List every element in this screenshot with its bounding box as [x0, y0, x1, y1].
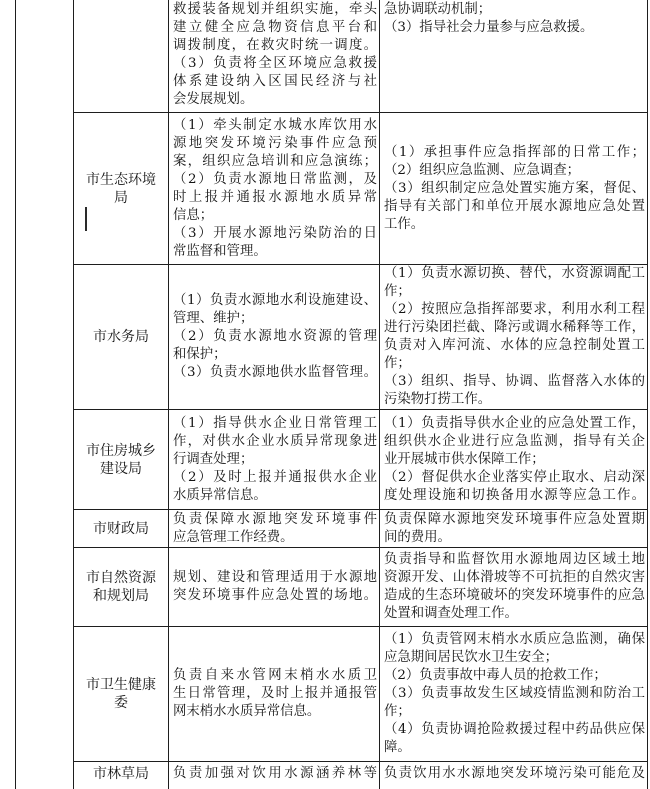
text-line: 负责保障水源地突发环境事件	[173, 511, 377, 527]
text-line: 和保护；	[173, 347, 227, 362]
department-name: 市卫生健康委	[86, 677, 156, 711]
duty-item	[173, 569, 377, 605]
text-line: 障。	[384, 740, 411, 755]
text-line: 负责对入库河流、水体的应急控制处置工	[384, 338, 645, 353]
text-line: 污染物打捞工作。	[384, 392, 492, 407]
text-line: 体系建设纳入区国民经济与社	[173, 74, 377, 89]
department-cell	[74, 410, 169, 509]
text-line: 作；	[384, 704, 411, 719]
responsibility-table	[74, 0, 648, 789]
duty-item	[173, 364, 377, 382]
text-line: （1）指导供水企业日常管理工	[173, 415, 377, 431]
duty-item	[173, 511, 377, 547]
text-line: （1）牵头制定水城水库饮用水	[173, 117, 377, 133]
text-line: 负责自来水管网末梢水水质卫	[173, 668, 377, 683]
duty-item	[384, 685, 645, 721]
duty-item	[173, 415, 377, 469]
text-line: 源地突发环境污染事件应急预	[173, 135, 377, 151]
text-line: 调拨制度，在救灾时统一调度。	[173, 38, 377, 53]
text-line: 度处理设施和切换备用水源等应急工作。	[384, 487, 645, 503]
text-line: 业开展城市供水保障工作；	[384, 451, 545, 467]
emergency-duty-cell	[380, 0, 648, 112]
daily-duty-cell	[169, 510, 380, 547]
text-line: 救援装备规划并组织实施，牵头	[173, 2, 377, 17]
duty-item	[173, 667, 377, 721]
text-line: 造成的生态环境破坏的突发环境事件的应急	[384, 588, 645, 603]
daily-duty-cell	[169, 548, 380, 626]
emergency-duty-cell	[380, 265, 648, 409]
table-row	[74, 0, 648, 113]
duty-item	[173, 469, 377, 505]
text-line: （2）及时上报并通报供水企业	[173, 469, 377, 485]
text-line: 应急管理工作经费。	[173, 529, 294, 545]
department-cell	[74, 510, 169, 547]
text-line: （3）负责水源地供水监督管理。	[173, 365, 377, 380]
text-line: 突发环境事件应急处置的场地。	[173, 588, 377, 603]
text-line: （1）负责水源地水利设施建设、	[173, 293, 377, 308]
text-line: （1）负责水源切换、替代，水资源调配工	[384, 266, 645, 281]
duty-item	[384, 721, 645, 757]
table-row	[74, 510, 648, 548]
department-cell	[74, 548, 169, 626]
text-line: （3）负责将全区环境应急救援	[173, 56, 377, 71]
text-line: 网末梢水水质异常信息。	[173, 704, 321, 719]
department-cell	[74, 762, 169, 789]
duty-item	[384, 631, 645, 667]
text-line: 处置和调查处理工作。	[384, 606, 518, 621]
text-line: 作；	[384, 356, 411, 371]
duty-item	[384, 667, 645, 685]
text-line: 作，对供水企业水质异常现象进	[173, 433, 377, 449]
text-line: （3）开展水源地污染防治的日	[173, 225, 377, 241]
text-line: （4）负责协调抢险救援过程中药品供应保	[384, 722, 645, 737]
table-row	[74, 410, 648, 510]
duty-item	[384, 265, 645, 301]
text-line: 应急期间居民饮水卫生安全；	[384, 650, 559, 665]
text-line: 工作。	[384, 216, 425, 232]
department-name: 市生态环境局	[86, 171, 156, 206]
duty-item	[384, 301, 645, 373]
table-row	[74, 113, 648, 265]
text-line: 负责保障水源地突发环境事件应急处置期	[384, 511, 645, 527]
text-line: （2）负责事故中毒人员的抢救工作；	[384, 668, 607, 683]
table-row	[74, 548, 648, 627]
emergency-duty-cell	[380, 627, 648, 761]
duty-item	[384, 162, 645, 180]
duty-item	[173, 225, 377, 261]
text-line: 负责加强对饮用水源涵养林等	[173, 766, 377, 781]
duty-item	[173, 55, 377, 109]
blank-column	[15, 0, 74, 789]
daily-duty-cell	[169, 265, 380, 409]
daily-duty-cell	[169, 762, 380, 789]
text-line: （2）组织应急监测、应急调查；	[384, 162, 580, 178]
text-line: 常监督和管理。	[173, 243, 267, 259]
emergency-duty-cell	[380, 113, 648, 264]
duty-item	[384, 469, 645, 505]
duty-item	[384, 765, 645, 783]
table-row	[74, 265, 648, 410]
daily-duty-cell	[169, 627, 380, 761]
text-line: 管理、维护；	[173, 311, 254, 326]
duty-item	[173, 292, 377, 328]
text-line: 进行污染团拦截、降污或调水稀释等工作，	[384, 320, 645, 335]
text-line: 间的费用。	[384, 529, 451, 545]
text-line: 信息；	[173, 207, 214, 223]
duty-item	[384, 551, 645, 623]
emergency-duty-cell	[380, 762, 648, 789]
department-name: 市住房城乡建设局	[86, 442, 156, 477]
table-row	[74, 627, 648, 762]
text-line: 负责指导和监督饮用水源地周边区域土地	[384, 552, 645, 567]
text-line: （3）负责事故发生区域疫情监测和防治工	[384, 686, 645, 701]
department-cell	[74, 0, 169, 112]
text-line: （1）负责指导供水企业的应急处置工作，	[384, 415, 645, 431]
duty-item	[173, 328, 377, 364]
text-line: 组织供水企业进行应急监测，指导有关企	[384, 433, 645, 449]
emergency-duty-cell	[380, 548, 648, 626]
text-line: （1）承担事件应急指挥部的日常工作；	[384, 144, 645, 160]
text-line: 生日常管理，及时上报并通报管	[173, 686, 377, 701]
text-cursor-mark	[85, 207, 87, 231]
text-line: （3）组织、指导、协调、监督落入水体的	[384, 374, 645, 389]
text-line: （2）负责水源地日常监测，及	[173, 171, 377, 187]
text-line: 指导有关部门和单位开展水源地应急处置	[384, 198, 645, 214]
duty-item	[173, 117, 377, 171]
department-name: 市林草局	[93, 766, 149, 782]
department-cell	[74, 265, 169, 409]
department-cell	[74, 627, 169, 761]
duty-item	[384, 415, 645, 469]
department-cell	[74, 113, 169, 264]
text-line: 案，组织应急培训和应急演练；	[173, 153, 377, 169]
duty-item	[384, 180, 645, 234]
text-line: 会发展规划。	[173, 92, 254, 107]
text-line: （2）按照应急指挥部要求，利用水利工程	[384, 302, 645, 317]
text-line: （3）指导社会力量参与应急救援。	[384, 20, 594, 35]
text-line: （1）负责管网末梢水水质应急监测，确保	[384, 632, 645, 647]
text-line: 急协调联动机制；	[384, 2, 492, 17]
duty-item	[173, 765, 377, 783]
text-line: （2）督促供水企业落实停止取水、启动深	[384, 469, 645, 485]
duty-item	[384, 19, 645, 37]
duty-item	[384, 144, 645, 162]
duty-item	[384, 511, 645, 547]
daily-duty-cell	[169, 0, 380, 112]
emergency-duty-cell	[380, 510, 648, 547]
text-line: 建立健全应急物资信息平台和	[173, 20, 377, 35]
duty-item	[173, 171, 377, 225]
daily-duty-cell	[169, 410, 380, 509]
text-line: 行调查处理；	[173, 451, 254, 467]
table-row	[74, 762, 648, 789]
department-name: 市财政局	[93, 520, 149, 537]
duty-item	[384, 1, 645, 19]
text-line: 水质异常信息。	[173, 487, 267, 503]
duty-item	[173, 1, 377, 55]
text-line: 负责饮用水水源地突发环境污染可能危及	[384, 766, 645, 781]
duty-item	[384, 373, 645, 409]
text-line: 作；	[384, 284, 411, 299]
text-line: 时上报并通报水源地水质异常	[173, 189, 377, 205]
text-line: 资源开发、山体滑坡等不可抗拒的自然灾害	[384, 570, 645, 585]
text-line: 规划、建设和管理适用于水源地	[173, 570, 377, 585]
daily-duty-cell	[169, 113, 380, 264]
text-line: （3）组织制定应急处置实施方案，督促、	[384, 180, 645, 196]
department-name: 市水务局	[93, 329, 149, 345]
department-name: 市自然资源和规划局	[86, 570, 156, 604]
text-line: （2）负责水源地水资源的管理	[173, 329, 377, 344]
emergency-duty-cell	[380, 410, 648, 509]
